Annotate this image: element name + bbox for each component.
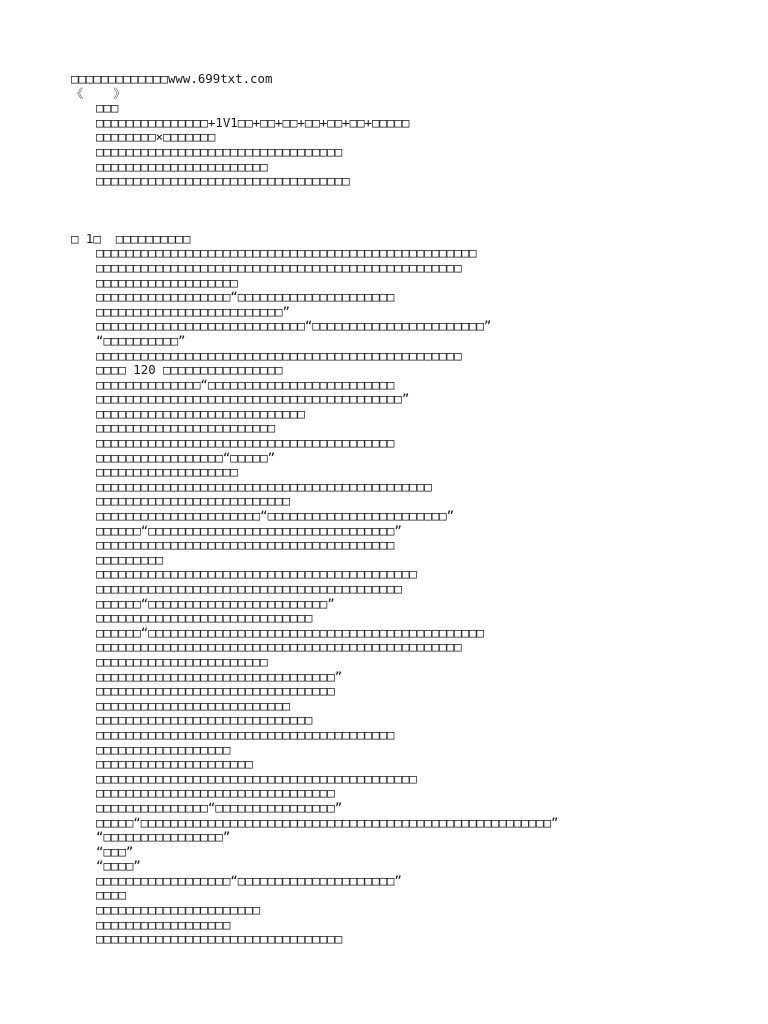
body-line: □□□□□□□□□□□□□□□□□“□□□□□”: [96, 449, 276, 465]
body-line: □□□□□□□□□□□□□□□□□□□□□□“□□□□□□□□□□□□□□□□□□□□□□□□”: [96, 508, 455, 524]
body-line: “□□□”: [96, 843, 134, 859]
body-line: □□□□□□“□□□□□□□□□□□□□□□□□□□□□□□□”: [96, 595, 335, 611]
body-line: □□□□□□“□□□□□□□□□□□□□□□□□□□□□□□□□□□□□□□□□□□□□□□□□□□□□: [96, 624, 484, 640]
body-line: □□□□□“□□□□□□□□□□□□□□□□□□□□□□□□□□□□□□□□□□□□□□□□□□□□□□□□□□□□□□□”: [96, 814, 559, 830]
body-line: □□□□□□□□□□□□□□□□□□□□□□□□□”: [96, 303, 290, 319]
body-line: □□□□□□“□□□□□□□□□□□□□□□□□□□□□□□□□□□□□□□□□”: [96, 522, 402, 538]
body-line: □□□□□□□□□□□□□□□□□□□□□□: [96, 902, 261, 918]
intro-line: □□□□□□□□□□□□□□□□□□□□□□□□□□□□□□□□□: [96, 143, 343, 159]
intro-line: □□□□□□□□□□□□□□□+1V1□□+□□+□□+□□+□□+□□+□□□□□: [96, 114, 410, 130]
intro-line: □□□□□□□□□□□□□□□□□□□□□□□: [96, 158, 268, 174]
body-line: □□□□□□□□□□□□□□□□□□□□□□□□□□□□“□□□□□□□□□□□□□□□□□□□□□□□”: [96, 318, 492, 334]
body-line: □□□□: [96, 887, 126, 903]
body-line: □□□□□□□□□□□□□□“□□□□□□□□□□□□□□□□□□□□□□□□□: [96, 376, 395, 392]
chapter-body: [71, 246, 751, 947]
body-line: “□□□□”: [96, 858, 141, 874]
intro-block: [71, 101, 751, 189]
body-line: □□□□□□□□□□□□□□□□□□□□□□□□□□□□□□□□: [96, 785, 335, 801]
body-line: “□□□□□□□□□□”: [96, 332, 186, 348]
body-line: □□□□□□□□□□□□□□□□□□□□□: [96, 756, 253, 772]
intro-line: □□□: [96, 100, 119, 116]
body-line: □□□□□□□□□□□□□□□□□□□□□□□□□□□□□□□□□□□□□□□□□□□□□□□□□: [96, 259, 462, 275]
body-line: □□□□□□□□□□□□□□□□□□□□□□□□□□□□□: [96, 610, 313, 626]
body-line: □□□□□□□□□□□□□□□□□□□□□□□□□□□□□□□□”: [96, 668, 343, 684]
body-line: □□□□□□□□□□□□□□□□□□□□□□□□□□□□□□□□□□□□□□□□: [96, 435, 395, 451]
body-line: □□□□□□□□□□□□□□□□□□□□□□□□□□□□□□□□□□□□□□□□□□□□□□□□□: [96, 639, 462, 655]
body-line: □□□□□□□□□□□□□□□□□□□: [96, 464, 238, 480]
body-line: □□□□□□□□□□□□□□□□□□□□□□□: [96, 653, 268, 669]
body-line: □□□□□□□□□□□□□□□□□□□□□□□□□□□□□□□□□□□□□□□□□: [96, 581, 402, 596]
document-page: [71, 72, 751, 947]
body-line: □□□□□□□□□□□□□□□□□□“□□□□□□□□□□□□□□□□□□□□□”: [96, 872, 402, 888]
site-line: □□□□□□□□□□□□□www.699txt.com: [71, 71, 273, 86]
body-line: □□□□□□□□□□□□□□□□□□□□□□□□□□□□□□□□□□□□□□□□□”: [96, 391, 410, 407]
body-line: □□□□□□□□□□□□□□□□□□□□□□□□□□□□□□□□□□□□□□□□□□□□□□□□□: [96, 347, 462, 363]
body-line: □□□□□□□□□□□□□□□□□□□□□□□□□□□□: [96, 405, 305, 421]
body-line: □□□□□□□□□□□□□□□□□□□□□□□□□□□□□□□□□□□□□□□□□□□: [96, 770, 417, 786]
body-line: □□□□□□□□□□□□□□□□□□□□□□□□: [96, 420, 276, 436]
book-title: 《 》: [71, 85, 126, 101]
intro-line: □□□□□□□□×□□□□□□□: [96, 129, 216, 145]
body-line: □□□□□□□□□□□□□□□□□□: [96, 741, 231, 757]
chapter-heading: □ 1□ □□□□□□□□□□: [71, 230, 191, 246]
body-line: □□□□□□□□□□□□□□□□□□□□□□□□□□□□□□□□□: [96, 931, 343, 947]
body-line: □□□□□□□□□□□□□□□□□□□: [96, 274, 238, 290]
intro-line: □□□□□□□□□□□□□□□□□□□□□□□□□□□□□□□□□□: [96, 173, 350, 189]
body-line: □□□□□□□□□□□□□□□□□□□□□□□□□□: [96, 697, 290, 713]
body-line: □□□□□□□□□□□□□□□□□□: [96, 916, 231, 932]
body-line: □□□□□□□□□□□□□□□□□□□□□□□□□□□□□□□□□□□□□□□□□□□□□: [96, 478, 432, 494]
body-line: □□□□□□□□□□□□□□□□□□□□□□□□□□□□□□□□: [96, 683, 335, 699]
body-line: □□□□ 120 □□□□□□□□□□□□□□□□: [96, 362, 283, 378]
body-line: □□□□□□□□□□□□□□□□□□“□□□□□□□□□□□□□□□□□□□□□: [96, 289, 395, 305]
section-gap: [71, 189, 751, 232]
body-line: □□□□□□□□□□□□□□□□□□□□□□□□□□□□□□□□□□□□□□□□: [96, 726, 395, 742]
body-line: □□□□□□□□□□□□□□□“□□□□□□□□□□□□□□□□”: [96, 799, 343, 815]
body-line: □□□□□□□□□□□□□□□□□□□□□□□□□□□□□: [96, 712, 313, 728]
body-line: □□□□□□□□□□□□□□□□□□□□□□□□□□□□□□□□□□□□□□□□: [96, 537, 395, 553]
body-line: “□□□□□□□□□□□□□□□□”: [96, 829, 231, 845]
body-line: □□□□□□□□□: [96, 551, 164, 567]
body-line: □□□□□□□□□□□□□□□□□□□□□□□□□□□□□□□□□□□□□□□□□□□: [96, 566, 417, 582]
body-line: □□□□□□□□□□□□□□□□□□□□□□□□□□: [96, 493, 290, 509]
body-line: □□□□□□□□□□□□□□□□□□□□□□□□□□□□□□□□□□□□□□□□□□□□□□□□□□□: [96, 245, 477, 261]
